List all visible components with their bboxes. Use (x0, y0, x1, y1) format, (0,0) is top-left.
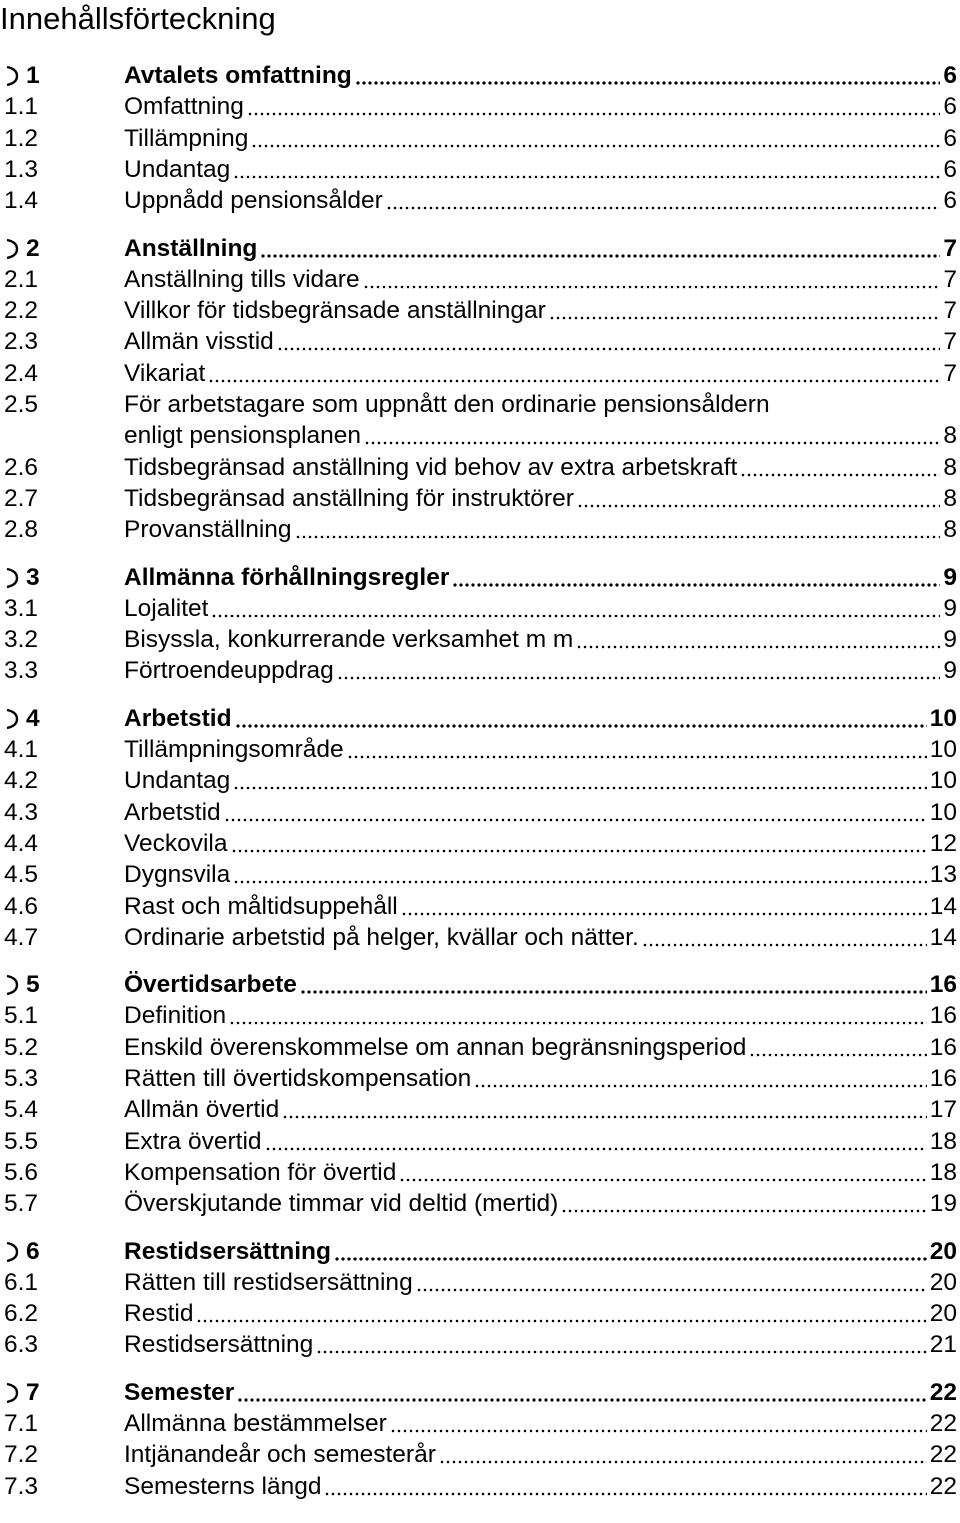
toc-entry-number: 4 (26, 704, 40, 732)
dot-leader (224, 805, 927, 823)
toc-entry-title: Förtroendeuppdrag (124, 657, 334, 685)
toc-entry-page-number: 6 (943, 62, 957, 89)
toc-entry-title: Enskild överenskommelse om annan begränsningsperiod (124, 1033, 747, 1061)
dot-leader (347, 742, 927, 760)
toc-entry-number: 2.7 (4, 484, 39, 512)
toc-entry-number: 5.5 (4, 1127, 39, 1155)
toc-entry-page-number: 18 (929, 1127, 957, 1155)
toc-entry-title: Arbetstid (124, 704, 232, 732)
toc-entry-page-number: 9 (943, 594, 957, 622)
dot-leader (749, 1040, 926, 1058)
toc-entry-page-number: 22 (929, 1441, 957, 1469)
dot-leader (740, 460, 940, 478)
toc-section-entry[interactable] (0, 514, 960, 546)
toc-entry-page-number: 6 (943, 124, 957, 152)
toc-entry-number: 4.1 (4, 736, 39, 763)
toc-entry-title: Arbetstid (124, 798, 221, 826)
toc-entry-number: 1.4 (4, 187, 39, 215)
toc-entry-number: 5 (26, 971, 40, 999)
toc-entry-number: 4.2 (4, 767, 39, 795)
toc-section-entry[interactable] (0, 452, 960, 484)
dot-leader (334, 1244, 927, 1262)
dot-leader (208, 366, 940, 384)
dot-leader (577, 491, 941, 509)
toc-entry-title: Veckovila (124, 829, 228, 857)
toc-entry-title: Tillämpningsområde (124, 736, 344, 763)
toc-entry-page-number: 10 (929, 767, 957, 795)
toc-section-entry[interactable] (0, 1063, 960, 1095)
toc-entry-title: Anställning tills vidare (124, 265, 360, 293)
toc-chapter-entry[interactable] (0, 969, 960, 1001)
toc-entry-title: Överskjutande timmar vid deltid (mertid) (124, 1190, 559, 1218)
toc-section-entry[interactable] (0, 1267, 960, 1299)
toc-entry-page-number: 7 (943, 297, 957, 325)
toc-entry-page-number: 16 (929, 1002, 957, 1030)
toc-entry-title: Rast och måltidsuppehåll (124, 892, 398, 920)
chapter-bracket-icon (5, 1241, 19, 1263)
toc-entry-number: 2.2 (4, 297, 39, 325)
dot-leader (561, 1196, 926, 1214)
toc-section-entry[interactable] (0, 154, 960, 186)
toc-section-entry[interactable] (0, 1439, 960, 1471)
toc-chapter-entry[interactable] (0, 703, 960, 735)
toc-section-entry[interactable] (0, 922, 960, 954)
dot-leader (549, 303, 941, 321)
toc-entry-number: 5.3 (4, 1065, 39, 1092)
toc-entry-page-number: 10 (929, 798, 957, 826)
toc-entry-page-number: 9 (943, 626, 957, 654)
toc-entry-page-number: 21 (929, 1331, 957, 1359)
dot-leader (452, 570, 940, 588)
toc-entry-page-number: 6 (943, 155, 957, 183)
toc-entry-number: 4.5 (4, 861, 39, 889)
toc-entry-page-number: 10 (929, 736, 957, 763)
toc-entry-title: Lojalitet (124, 594, 209, 622)
toc-entry-page-number: 10 (929, 704, 957, 732)
toc-section-entry[interactable] (0, 123, 960, 155)
dot-leader (233, 773, 926, 791)
toc-entry-number: 3 (26, 563, 40, 591)
toc-entry-page-number: 8 (943, 422, 957, 450)
toc-chapter-entry[interactable] (0, 1236, 960, 1268)
toc-section-entry[interactable] (0, 1329, 960, 1361)
toc-entry-page-number: 7 (943, 359, 957, 387)
toc-chapter-entry[interactable] (0, 233, 960, 265)
toc-entry-number: 2.8 (4, 516, 39, 544)
toc-entry-title: Anställning (124, 234, 258, 262)
toc-entry-number: 3.2 (4, 626, 39, 654)
toc-entry-title: Rätten till restidsersättning (124, 1268, 413, 1296)
toc-entry-number: 2.6 (4, 453, 39, 481)
toc-section-entry[interactable] (0, 1094, 960, 1126)
toc-entry-page-number: 14 (929, 892, 957, 920)
toc-entry-page-number: 16 (929, 1065, 957, 1092)
toc-entry-number: 7.2 (4, 1441, 39, 1469)
toc-entry-page-number: 8 (943, 484, 957, 512)
toc-entry-page-number: 7 (943, 265, 957, 293)
toc-entry-page-number: 12 (929, 829, 957, 857)
dot-leader (576, 632, 940, 650)
toc-entry-number: 7.3 (4, 1472, 39, 1500)
toc-entry-number: 6 (26, 1237, 40, 1265)
toc-entry-number: 7.1 (4, 1410, 39, 1437)
dot-leader (233, 867, 927, 885)
dot-leader (474, 1071, 926, 1089)
toc-entry-title: Avtalets omfattning (124, 62, 352, 89)
toc-entry-title: Allmän visstid (124, 328, 274, 356)
dot-leader (324, 1479, 926, 1497)
toc-chapter-entry[interactable] (0, 562, 960, 594)
toc-entry-number: 5.7 (4, 1190, 39, 1218)
toc-entry-page-number: 20 (929, 1300, 957, 1328)
toc-section-entry[interactable] (0, 624, 960, 656)
toc-entry-title: Ordinarie arbetstid på helger, kvällar och nätter. (124, 923, 639, 951)
dot-leader (300, 977, 927, 995)
toc-entry-number: 2.5 (4, 391, 39, 418)
toc-entry-title: Provanställning (124, 516, 292, 544)
dot-leader (282, 1102, 927, 1120)
toc-chapter-entry[interactable] (0, 1377, 960, 1409)
toc-entry-title: Villkor för tidsbegränsade anställningar (124, 297, 546, 325)
toc-entry-number: 4.3 (4, 798, 39, 826)
toc-entry-number: 4.6 (4, 892, 39, 920)
toc-entry-page-number: 17 (929, 1096, 957, 1124)
toc-entry-title: Extra övertid (124, 1127, 262, 1155)
toc-section-entry[interactable] (0, 734, 960, 766)
toc-section-entry[interactable] (0, 593, 960, 625)
chapter-bracket-icon (5, 238, 19, 260)
toc-entry-page-number: 22 (929, 1410, 957, 1437)
dot-leader (364, 428, 940, 446)
toc-entry-number: 1 (26, 62, 40, 89)
toc-entry-title: Undantag (124, 767, 231, 795)
dot-leader (390, 1416, 927, 1434)
toc-entry-number: 5.2 (4, 1033, 39, 1061)
toc-entry-title: Restidsersättning (124, 1237, 331, 1265)
toc-entry-page-number: 16 (929, 1033, 957, 1061)
toc-section-entry[interactable] (0, 1188, 960, 1220)
toc-section-entry[interactable] (0, 828, 960, 860)
toc-entry-page-number: 9 (943, 563, 957, 591)
toc-section-entry[interactable] (0, 891, 960, 923)
toc-entry-page-number: 6 (943, 93, 957, 121)
toc-entry-title: Tidsbegränsad anställning för instruktörer (124, 484, 574, 512)
dot-leader (235, 711, 927, 729)
toc-entry-title: Tidsbegränsad anställning vid behov av extra arbetskraft (124, 453, 738, 481)
dot-leader (233, 162, 940, 180)
dot-leader (277, 334, 941, 352)
toc-entry-title: Allmänna förhållningsregler (124, 563, 450, 591)
toc-section-entry[interactable] (0, 389, 960, 421)
dot-leader (642, 930, 927, 948)
toc-section-entry[interactable] (0, 358, 960, 390)
toc-entry-title: Vikariat (124, 359, 206, 387)
chapter-bracket-icon (5, 65, 19, 87)
toc-entry-number: 6.1 (4, 1268, 39, 1296)
toc-entry-title: Semesterns längd (124, 1472, 322, 1500)
toc-entry-page-number: 13 (929, 861, 957, 889)
toc-entry-title: Dygnsvila (124, 861, 231, 889)
toc-entry-title: Rätten till övertidskompensation (124, 1065, 472, 1092)
toc-entry-title: Bisyssla, konkurrerande verksamhet m m (124, 626, 574, 654)
toc-entry-page-number: 20 (929, 1237, 957, 1265)
toc-section-entry[interactable] (0, 185, 960, 217)
toc-entry-page-number: 18 (929, 1158, 957, 1186)
dot-leader (265, 1134, 927, 1152)
dot-leader (211, 601, 940, 619)
toc-entry-number: 1.2 (4, 124, 39, 152)
toc-entry-page-number: 7 (943, 234, 957, 262)
toc-entry-number: 4.4 (4, 829, 39, 857)
dot-leader (260, 241, 940, 259)
toc-entry-title: Uppnådd pensionsålder (124, 187, 383, 215)
toc-entry-page-number: 22 (929, 1378, 957, 1406)
toc-chapter-entry[interactable] (0, 60, 960, 92)
chapter-bracket-icon (5, 974, 19, 996)
toc-entry-title: Semester (124, 1378, 235, 1406)
dot-leader (355, 68, 941, 86)
toc-section-entry[interactable] (0, 655, 960, 687)
toc-entry-number: 4.7 (4, 923, 39, 951)
toc-section-entry[interactable] (0, 420, 960, 452)
dot-leader (237, 1385, 926, 1403)
toc-entry-page-number: 6 (943, 187, 957, 215)
toc-section-entry[interactable] (0, 326, 960, 358)
toc-entry-number: 6.2 (4, 1300, 39, 1328)
toc-entry-number: 3.3 (4, 657, 39, 685)
toc-entry-number: 5.6 (4, 1158, 39, 1186)
chapter-bracket-icon (5, 567, 19, 589)
dot-leader (401, 899, 927, 917)
toc-entry-page-number: 8 (943, 453, 957, 481)
toc-section-entry[interactable] (0, 483, 960, 515)
toc-entry-title: För arbetstagare som uppnått den ordinarie pensionsåldern (124, 391, 770, 418)
toc-entry-page-number: 22 (929, 1472, 957, 1500)
toc-entry-page-number: 8 (943, 516, 957, 544)
toc-entry-title: Restid (124, 1300, 194, 1328)
toc-entry-page-number: 9 (943, 657, 957, 685)
toc-entry-number: 1.1 (4, 93, 39, 121)
toc-entry-number: 3.1 (4, 594, 39, 622)
toc-entry-title: Undantag (124, 155, 231, 183)
toc-entry-title: Intjänandeår och semesterår (124, 1441, 436, 1469)
dot-leader (399, 1165, 926, 1183)
toc-entry-title: Definition (124, 1002, 227, 1030)
dot-leader (363, 272, 941, 290)
toc-entry-number: 1.3 (4, 155, 39, 183)
toc-section-entry[interactable] (0, 797, 960, 829)
toc-entry-number: 2 (26, 234, 40, 262)
toc-entry-title: Tillämpning (124, 124, 249, 152)
toc-entry-number: 6.3 (4, 1331, 39, 1359)
toc-section-entry[interactable] (0, 1408, 960, 1440)
toc-entry-page-number: 16 (929, 971, 957, 999)
toc-entry-title: Omfattning (124, 93, 244, 121)
dot-leader (295, 522, 941, 540)
toc-entry-number: 2.4 (4, 359, 39, 387)
chapter-bracket-icon (5, 1382, 19, 1404)
toc-entry-number: 5.4 (4, 1096, 39, 1124)
toc-section-entry[interactable] (0, 859, 960, 891)
toc-entry-title: Allmän övertid (124, 1096, 280, 1124)
toc-entry-page-number: 14 (929, 923, 957, 951)
toc-entry-title: Restidsersättning (124, 1331, 314, 1359)
dot-leader (337, 663, 941, 681)
toc-section-entry[interactable] (0, 1298, 960, 1330)
toc-section-entry[interactable] (0, 1032, 960, 1064)
dot-leader (196, 1306, 926, 1324)
toc-section-entry[interactable] (0, 1000, 960, 1032)
chapter-bracket-icon (5, 708, 19, 730)
toc-entry-page-number: 7 (943, 328, 957, 356)
toc-entry-page-number: 19 (929, 1190, 957, 1218)
toc-entry-number: 5.1 (4, 1002, 39, 1030)
dot-leader (316, 1337, 926, 1355)
dot-leader (231, 836, 927, 854)
toc-section-entry[interactable] (0, 91, 960, 123)
dot-leader (229, 1008, 927, 1026)
toc-entry-number: 7 (26, 1378, 40, 1406)
toc-section-entry[interactable] (0, 264, 960, 296)
dot-leader (416, 1275, 927, 1293)
dot-leader (386, 193, 941, 211)
toc-entry-title: Övertidsarbete (124, 971, 297, 999)
toc-section-entry[interactable] (0, 1126, 960, 1158)
toc-entry-number: 2.3 (4, 328, 39, 356)
toc-entry-page-number: 20 (929, 1268, 957, 1296)
dot-leader (439, 1447, 927, 1465)
toc-entry-number: 2.1 (4, 265, 39, 293)
toc-title: Innehållsförteckning (0, 1, 276, 36)
dot-leader (247, 99, 941, 117)
toc-entry-title: Allmänna bestämmelser (124, 1410, 387, 1437)
toc-section-entry[interactable] (0, 765, 960, 797)
dot-leader (251, 131, 940, 149)
toc-entry-title: Kompensation för övertid (124, 1158, 397, 1186)
toc-section-entry[interactable] (0, 295, 960, 327)
toc-entry-title: enligt pensionsplanen (124, 422, 362, 450)
toc-section-entry[interactable] (0, 1157, 960, 1189)
toc-section-entry[interactable] (0, 1471, 960, 1503)
